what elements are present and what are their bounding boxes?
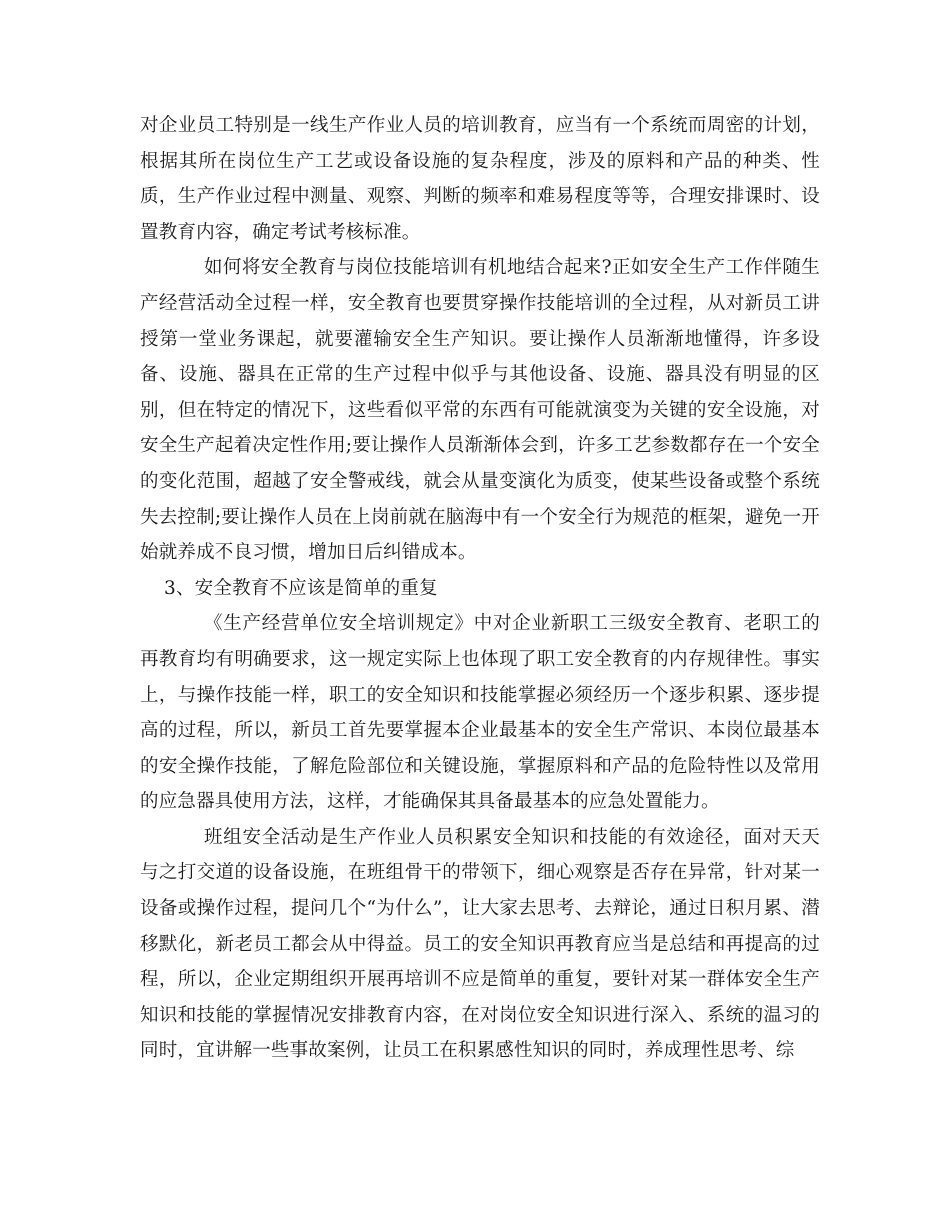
paragraph-regulation: 《生产经营单位安全培训规定》中对企业新职工三级安全教育、老职工的再教育均有明确要求，这一规定实际上也体现了职工安全教育的内存规律性。事实上，与操作技能一样，职工的安全知识和技能掌握必须经历一个逐步积累、逐步提高的过程，所以，新员工首先要掌握本企业最基本的安全生产常识、本岗位最基本的安全操作技能，了解危险部位和关键设施，掌握原料和产品的危险特性以及常用的应急器具使用方法，这样，才能确保其具备最基本的应急处置能力。 bbox=[140, 613, 820, 813]
paragraph-team-activity: 班组安全活动是生产作业人员积累安全知识和技能的有效途径，面对天天与之打交道的设备设施，在班组骨干的带领下，细心观察是否存在异常，针对某一设备或操作过程，提问几个“为什么”，让大家去思考、去辩论，通过日积月累、潜移默化，新老员工都会从中得益。员工的安全知识再教育应当是总结和再提高的过程，所以，企业定期组织开展再培训不应是简单的重复，要针对某一群体安全生产知识和技能的掌握情况安排教育内容，在对岗位安全知识进行深入、系统的温习的同时，宜讲解一些事故案例，让员工在积累感性知识的同时，养成理性思考、综 bbox=[140, 826, 820, 1062]
paragraph-integration: 如何将安全教育与岗位技能培训有机地结合起来?正如安全生产工作伴随生产经营活动全过程一样，安全教育也要贯穿操作技能培训的全过程，从对新员工讲授第一堂业务课起，就要灌输安全生产知识。要让操作人员渐渐地懂得，许多设备、设施、器具在正常的生产过程中似乎与其他设备、设施、器具没有明显的区别，但在特定的情况下，这些看似平常的东西有可能就演变为关键的安全设施，对安全生产起着决定性作用;要让操作人员渐渐体会到，许多工艺参数都存在一个安全的变化范围，超越了安全警戒线，就会从量变演化为质变，使某些设备或整个系统失去控制;要让操作人员在上岗前就在脑海中有一个安全行为规范的框架，避免一开始就养成不良习惯，增加日后纠错成本。 bbox=[140, 257, 820, 564]
paragraph-training-plan: 对企业员工特别是一线生产作业人员的培训教育，应当有一个系统而周密的计划，根据其所在岗位生产工艺或设备设施的复杂程度，涉及的原料和产品的种类、性质，生产作业过程中测量、观察、判断的频率和难易程度等等，合理安排课时、设置教育内容，确定考试考核标准。 bbox=[140, 115, 820, 243]
document-body bbox=[140, 108, 820, 1069]
section-heading-3: 3、安全教育不应该是简单的重复 bbox=[164, 577, 438, 599]
